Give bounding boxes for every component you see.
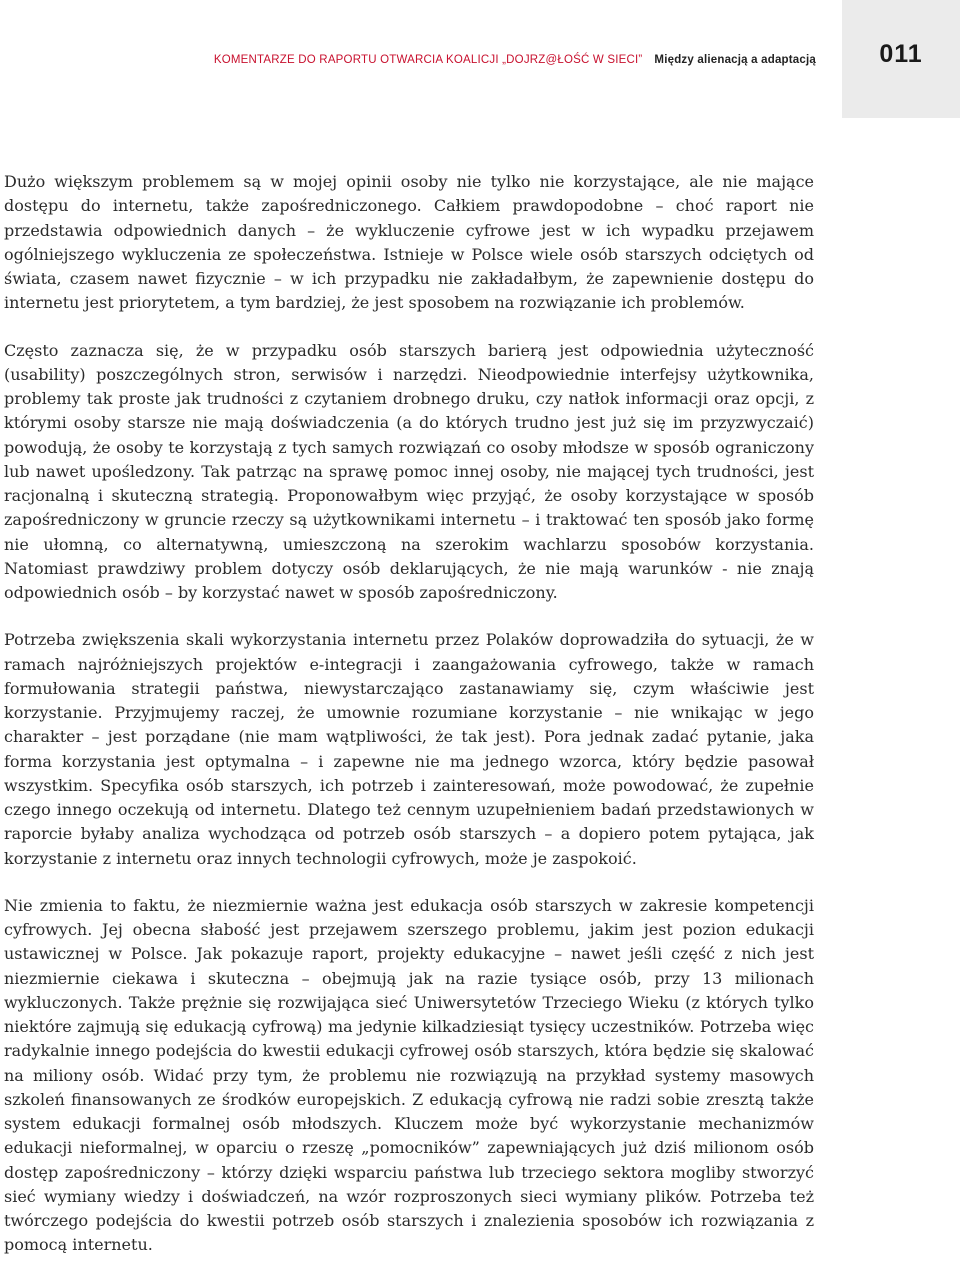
page-header	[0, 0, 960, 118]
paragraph: Często zaznacza się, że w przypadku osób starszych barierą jest odpowiednia użyteczność (usability) poszczególnych stron, serwisów i narzędzi. Nieodpowiednie interfejsy użytkownika, problemy tak proste jak trudności z czytaniem drobnego druku, czy natłok informacji oraz opcji, z którymi osoby starsze nie mają doświadczenia (a do których trudno jest już się im przyzwyczaić) powodują, że osoby te korzystają z tych samych rozwiązań co osoby młodsze w sposób ograniczony lub nawet upośledzony. Tak patrząc na sprawę pomoc innej osoby, nie mającej tych trudności, jest racjonalną i skuteczną strategią. Proponowałbym więc przyjąć, że osoby korzystające w sposób zapośredniczony w gruncie rzeczy są użytkownikami internetu – i traktować ten sposób jako formę nie ułomną, co alternatywną, umieszczoną na szerokim wachlarzu sposobów korzystania. Natomiast prawdziwy problem dotyczy osób deklarujących, że nie mają warunków - nie znają odpowiednich osób – by korzystać nawet w sposób zapośredniczony.	[4, 340, 814, 602]
chapter-title: Między alienacją a adaptacją	[654, 54, 816, 66]
paragraph: Potrzeba zwiększenia skali wykorzystania internetu przez Polaków doprowadziła do sytuacji, że w ramach najróżniejszych projektów e-integracji i zaangażowania cyfrowego, także w ramach formułowania strategii państwa, niewystarczająco zastanawiamy się, czym właściwie jest korzystanie. Przyjmujemy raczej, że umownie rozumiane korzystanie – nie wnikając w jego charakter – jest porządane (nie mam wątpliwości, że tak jest). Pora jednak zadać pytanie, jaka forma korzystania jest optymalna – i zapewne nie ma jednego wzorca, który będzie pasował wszystkim. Specyfika osób starszych, ich potrzeb i zainteresowań, może powodować, że zupełnie czego innego oczekują od internetu. Dlatego też cennym uzupełnieniem badań przedstawionych w raporcie byłaby analiza wychodząca od potrzeb osób starszych – a dopiero potem pytająca, jak korzystanie z internetu oraz innych technologii cyfrowych, może je zaspokoić.	[4, 630, 814, 868]
paragraph: Dużo większym problemem są w mojej opinii osoby nie tylko nie korzystające, ale nie mające dostępu do internetu, także zapośredniczonego. Całkiem prawdopodobne – choć raport nie przedstawia odpowiednich danych – że wykluczenie cyfrowe jest w ich wypadku przejawem ogólniejszego wykluczenia ze społeczeństwa. Istnieje w Polsce wiele osób starszych odciętych od świata, czasem nawet fizycznie – w ich przypadku nie zakładałbym, że zapewnienie dostępu do internetu jest priorytetem, a tym bardziej, że jest sposobem na rozwiązanie ich problemów.	[4, 172, 814, 313]
page-number: 011	[879, 40, 923, 68]
paragraph: Nie zmienia to faktu, że niezmiernie ważna jest edukacja osób starszych w zakresie kompetencji cyfrowych. Jej obecna słabość jest przejawem szerszego problemu, jakim jest pozion edukacji ustawicznej w Polsce. Jak pokazuje raport, projekty edukacyjne – nawet jeśli część z nich jest niezmiernie ciekawa i skuteczna – obejmują jak na razie tysiące osób, przy 13 milionach wykluczonych. Także prężnie się rozwijająca sieć Uniwersytetów Trzeciego Wieku (z których tylko niektóre zajmują się edukacją cyfrową) ma jedynie kilkadziesiąt tysięcy uczestników. Potrzeba więc radykalnie innego podejścia do kwestii edukacji cyfrowej osób starszych, która będzie się skalować na miliony osób. Widać przy tym, że problemu nie rozwiązują na przykład systemy masowych szkoleń finansowanych ze środków europejskich. Z edukacją cyfrową nie radzi sobie zresztą także system edukacji formalnej osób młodszych. Kluczem może być wykorzystanie mechanizmów edukacji nieformalnej, w oparciu o rzeszę „pomocników” zapewniających już dziś milionom osób dostęp zapośredniczony – którzy dzięki wsparciu państwa lub trzeciego sektora mogliby stworzyć sieć wymiany wiedzy i doświadczeń, na wzór rozproszonych sieci wymiany plików. Potrzeba też twórczego podejścia do kwestii potrzeb osób starszych i znalezienia sposobów ich rozwiązania z pomocą internetu.	[4, 895, 814, 1255]
page-number-tab	[842, 0, 960, 118]
body-text	[4, 170, 814, 1281]
series-title: KOMENTARZE DO RAPORTU OTWARCIA KOALICJI „DOJRZ@ŁOŚĆ W SIECI”	[213, 54, 643, 66]
running-head	[214, 52, 816, 68]
